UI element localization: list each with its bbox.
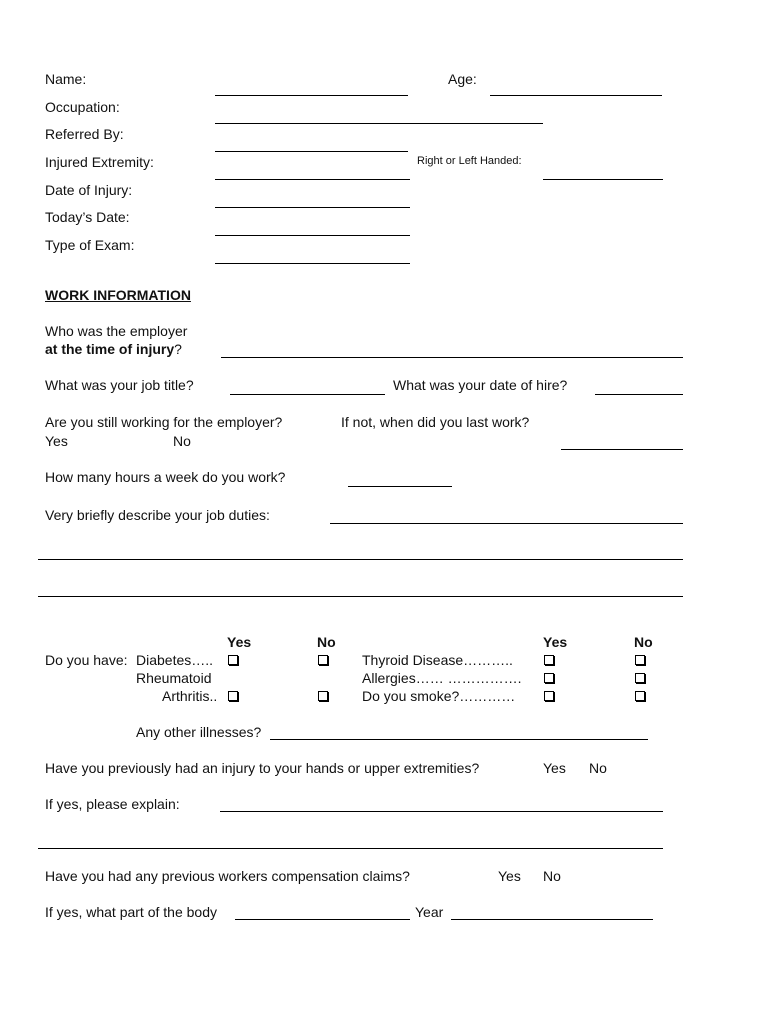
date-of-injury-label: Date of Injury: <box>45 182 133 198</box>
last-work-question: If not, when did you last work? <box>341 414 530 430</box>
still-working-no[interactable]: No <box>173 433 191 449</box>
thyroid-label: Thyroid Disease……….. <box>362 652 513 668</box>
job-title-question: What was your job title? <box>45 377 194 393</box>
hours-question: How many hours a week do you work? <box>45 469 286 485</box>
thyroid-yes-checkbox[interactable] <box>544 655 554 665</box>
prior-injury-question: Have you previously had an injury to your hands or upper extremities? <box>45 760 480 776</box>
employer-question-emphasis: at the time of injury <box>45 341 175 357</box>
arthritis-label: Arthritis.. <box>162 688 218 704</box>
comp-claims-question: Have you had any previous workers compensation claims? <box>45 868 410 884</box>
arthritis-yes-checkbox[interactable] <box>228 691 238 701</box>
duties-question: Very briefly describe your job duties: <box>45 507 270 523</box>
diabetes-label: Diabetes….. <box>136 652 214 668</box>
allergies-no-checkbox[interactable] <box>635 673 645 683</box>
name-field[interactable] <box>215 95 408 96</box>
prior-injury-no[interactable]: No <box>589 760 607 776</box>
comp-claims-yes[interactable]: Yes <box>498 868 521 884</box>
body-part-question: If yes, what part of the body <box>45 904 217 920</box>
last-work-field[interactable] <box>561 449 683 450</box>
handedness-field[interactable] <box>543 179 663 180</box>
do-you-have-label: Do you have: <box>45 652 128 668</box>
duties-line-2[interactable] <box>38 559 683 560</box>
employer-question-line1: Who was the employer <box>45 323 188 339</box>
allergies-label: Allergies…… ……………. <box>362 670 522 686</box>
age-field[interactable] <box>490 95 662 96</box>
diabetes-yes-checkbox[interactable] <box>228 655 238 665</box>
duties-field[interactable] <box>330 523 683 524</box>
body-part-field[interactable] <box>235 919 410 920</box>
hire-date-question: What was your date of hire? <box>393 377 568 393</box>
date-of-injury-field[interactable] <box>215 207 410 208</box>
no-column-header-left: No <box>317 634 336 650</box>
hire-date-field[interactable] <box>595 394 683 395</box>
name-label: Name: <box>45 71 87 87</box>
exam-type-label: Type of Exam: <box>45 237 135 253</box>
arthritis-no-checkbox[interactable] <box>318 691 328 701</box>
employer-question-line2 <box>45 341 182 357</box>
explain-field[interactable] <box>220 811 663 812</box>
injured-extremity-field[interactable] <box>215 179 410 180</box>
smoke-no-checkbox[interactable] <box>635 691 645 701</box>
handedness-label: Right or Left Handed: <box>417 155 522 167</box>
year-field[interactable] <box>451 919 653 920</box>
rheumatoid-label: Rheumatoid <box>136 670 212 686</box>
smoke-label: Do you smoke?………… <box>362 688 516 704</box>
year-label: Year <box>415 904 444 920</box>
exam-type-field[interactable] <box>215 263 410 264</box>
employer-question-end: ? <box>174 341 182 357</box>
prior-injury-yes[interactable]: Yes <box>543 760 566 776</box>
todays-date-label: Today’s Date: <box>45 209 130 225</box>
explain-question: If yes, please explain: <box>45 796 180 812</box>
work-information-heading: WORK INFORMATION <box>45 287 191 303</box>
no-column-header-right: No <box>634 634 653 650</box>
comp-claims-no[interactable]: No <box>543 868 561 884</box>
other-illnesses-field[interactable] <box>270 739 648 740</box>
yes-column-header-right: Yes <box>543 634 568 650</box>
todays-date-field[interactable] <box>215 235 410 236</box>
hours-field[interactable] <box>348 486 452 487</box>
still-working-yes[interactable]: Yes <box>45 433 68 449</box>
occupation-label: Occupation: <box>45 99 120 115</box>
referred-by-field[interactable] <box>215 151 408 152</box>
yes-column-header-left: Yes <box>227 634 252 650</box>
other-illnesses-label: Any other illnesses? <box>136 724 262 740</box>
age-label: Age: <box>448 71 477 87</box>
diabetes-no-checkbox[interactable] <box>318 655 328 665</box>
occupation-field[interactable] <box>215 123 543 124</box>
duties-line-3[interactable] <box>38 596 683 597</box>
injured-extremity-label: Injured Extremity: <box>45 154 154 170</box>
explain-line-2[interactable] <box>38 848 663 849</box>
still-working-question: Are you still working for the employer? <box>45 414 283 430</box>
employer-field[interactable] <box>221 357 683 358</box>
smoke-yes-checkbox[interactable] <box>544 691 554 701</box>
thyroid-no-checkbox[interactable] <box>635 655 645 665</box>
allergies-yes-checkbox[interactable] <box>544 673 554 683</box>
referred-by-label: Referred By: <box>45 126 124 142</box>
job-title-field[interactable] <box>230 394 385 395</box>
